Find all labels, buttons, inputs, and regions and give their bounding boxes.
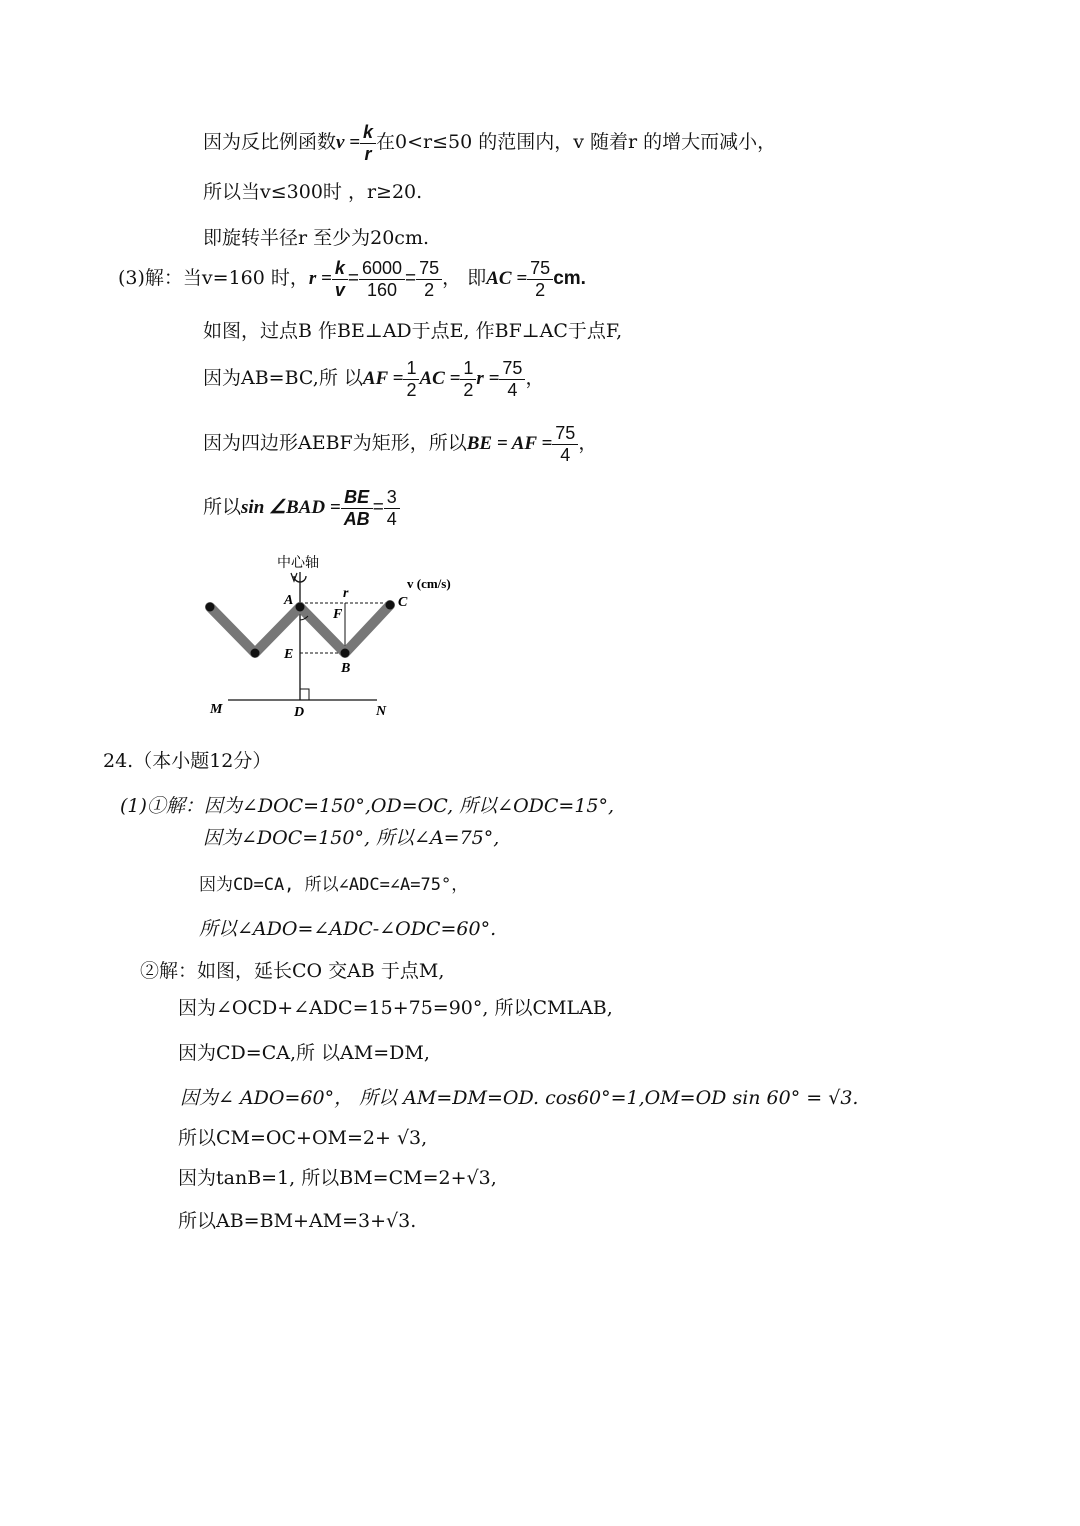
text: 因为四边形AEBF为矩形，所以 [203,432,467,455]
math: r = [476,368,500,390]
frac-num: BE [341,487,373,509]
line-part3 [118,258,586,300]
right-angle-mark [300,689,309,700]
line-v-300: 所以当v≤300时 ，r≥20. [203,181,423,203]
label-b: B [341,661,351,676]
label-d: D [294,705,305,720]
frac-num: 75 [552,423,578,445]
frac-den: 4 [560,444,571,465]
frac-num: 3 [384,487,400,509]
fraction-k-over-r [360,122,376,164]
fraction [499,358,525,400]
math: r = [308,268,332,290]
line-inverse-function [203,122,776,164]
label-f: F [333,607,343,622]
fraction [552,423,578,465]
line-sin [203,487,400,529]
label-r: r [343,586,349,601]
frac-num: 6000 [359,258,405,280]
fraction [359,258,405,300]
text: cm. [553,268,586,290]
line-r-20: 即旋转半径r 至少为20cm. [203,227,429,249]
axis-label: 中心轴 [277,556,319,571]
line-construct: 如图，过点B 作BE⊥AD于点E, 作BF⊥AC于点F, [203,320,623,342]
sol-line-2: 因为∠DOC=150°, 所以∠A=75°, [203,827,500,849]
fraction [384,487,400,529]
math: BE = AF = [466,433,553,455]
label-v: v (cm/s) [407,576,451,591]
fraction [460,358,476,400]
sol-line-10: 因为tanB=1, 所以BM=CM=2+√3, [178,1167,497,1189]
frac-den: v [334,279,345,300]
fraction [341,487,373,529]
label-m: M [210,702,223,717]
frac-den: 2 [463,379,474,400]
frac-den: 160 [366,279,398,300]
frac-den: AB [343,508,370,529]
line-af [203,358,544,400]
sol-line-5: ②解：如图，延长CO 交AB 于点M, [140,960,445,982]
frac-num: 75 [499,358,525,380]
sol-line-7: 因为CD=CA,所 以AM=DM, [178,1042,430,1064]
sol-line-8: 因为∠ ADO=60°， 所以 AM=DM=OD. cos60°=1,OM=OD sin 60° = √3. [180,1087,859,1109]
sol-line-9: 所以CM=OC+OM=2+ √3, [178,1127,428,1149]
math: AF = [362,368,404,390]
frac-num: 1 [403,358,419,380]
math: AC = [486,268,528,290]
point-b [341,649,350,658]
geometry-figure [195,550,485,725]
sol-line-4: 所以∠ADO=∠ADC-∠ODC=60°. [199,918,497,940]
frac-num: k [360,122,376,144]
label-e: E [284,647,294,662]
label-c: C [398,595,408,610]
text: ， 即 [442,267,487,290]
frac-den: r [364,143,372,164]
point-a [296,603,305,612]
math-v-eq: v = [336,132,361,154]
question-24-title: 24.（本小题12分） [103,750,272,772]
point-left [206,603,215,612]
math: AC = [419,368,461,390]
text: (3)解：当v=160 时， [118,267,309,290]
fraction [332,258,348,300]
fraction [403,358,419,400]
frac-num: 1 [460,358,476,380]
math: = [405,268,417,290]
line-rectangle [203,423,597,465]
frac-den: 4 [507,379,518,400]
label-n: N [376,704,387,719]
sol-line-1: (1)①解：因为∠DOC=150°,OD=OC, 所以∠ODC=15°, [120,795,615,817]
math: = [372,497,384,519]
text: 在0<r≤50 的范围内，v 随着r 的增大而减小， [376,131,777,154]
text: ， [578,432,598,455]
text: 因为AB=BC,所 以 [203,367,363,390]
frac-num: 75 [416,258,442,280]
frac-den: 4 [386,508,397,529]
sol-line-11: 所以AB=BM+AM=3+√3. [178,1210,417,1232]
text: 所以 [203,496,242,519]
frac-num: k [332,258,348,280]
fraction [416,258,442,300]
sol-line-6: 因为∠OCD+∠ADC=15+75=90°, 所以CMLAB, [178,997,613,1019]
frac-den: 2 [406,379,417,400]
point-c [386,601,395,610]
sol-line-3: 因为CD=CA, 所以∠ADC=∠A=75°， [199,875,469,895]
math: = [347,268,359,290]
point-mid [251,649,260,658]
frac-den: 2 [424,279,435,300]
label-a: A [284,593,294,608]
math: sin ∠BAD = [241,497,341,519]
text: ， [525,367,545,390]
fraction [527,258,553,300]
frac-num: 75 [527,258,553,280]
text: 因为反比例函数 [203,131,337,154]
frac-den: 2 [535,279,546,300]
